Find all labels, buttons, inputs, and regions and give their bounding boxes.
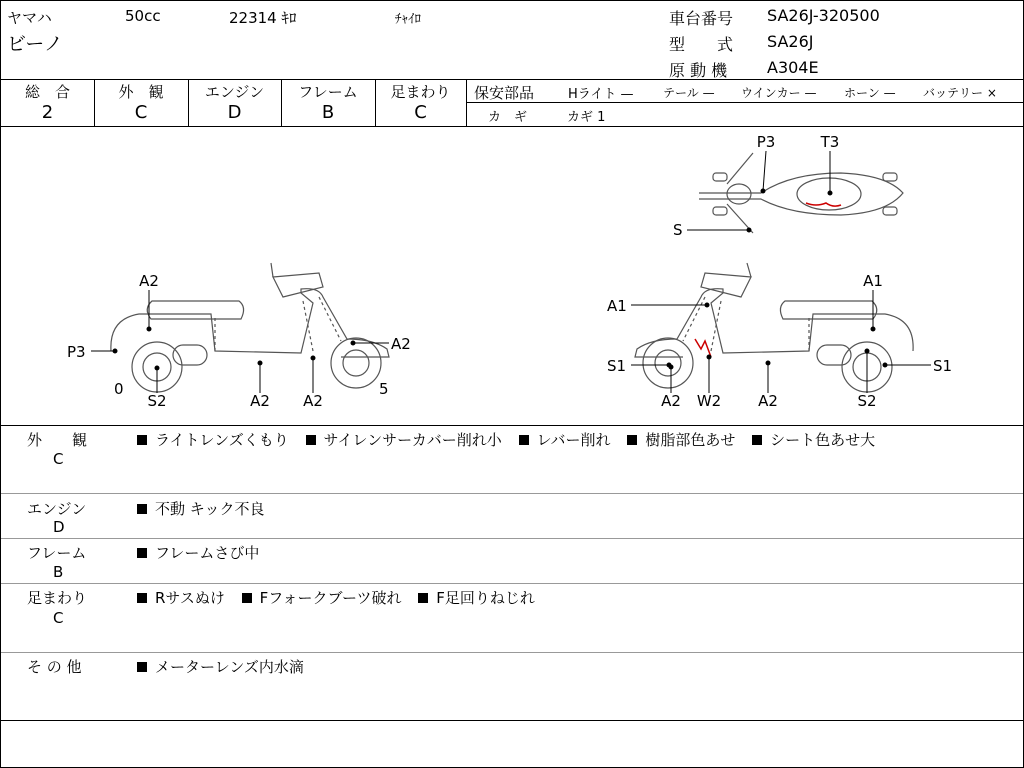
note-frame-title: フレーム [27, 544, 87, 562]
label-right-a1-front: A1 [607, 297, 627, 315]
note-exterior-items [137, 429, 887, 450]
label-left-a2-lower: A2 [303, 392, 323, 410]
note-exterior-item: サイレンサーカバー削れ小 [323, 431, 502, 449]
note-suspension-item: F足回りねじれ [436, 589, 535, 607]
note-exterior-item: 樹脂部色あせ [645, 431, 736, 449]
grade-overall: 2 [41, 102, 54, 123]
chassis-value: SA26J-320500 [767, 6, 880, 25]
note-other-title: そ の 他 [27, 658, 82, 676]
grade-frame: B [321, 102, 335, 123]
grade-engine: D [227, 102, 242, 123]
damage-diagram [1, 127, 1023, 425]
note-engine-items [137, 498, 276, 519]
type-value: SA26J [767, 32, 814, 51]
note-frame-items [137, 542, 271, 563]
note-suspension-grade: C [53, 609, 64, 627]
note-engine-item: 不動 キック不良 [155, 500, 265, 518]
scooter-top-view [699, 153, 903, 233]
label-left-a2-seat: A2 [139, 272, 159, 290]
grade-exterior-label: 外 観 [118, 83, 164, 101]
chassis-label: 車台番号 [669, 9, 734, 28]
grade-frame-label: フレーム [298, 83, 358, 101]
label-top-s: S [673, 221, 683, 239]
note-frame-grade: B [53, 563, 64, 581]
note-engine-title: エンジン [27, 500, 87, 518]
label-left-0: 0 [114, 380, 124, 398]
grade-suspension-label: 足まわり [390, 83, 451, 101]
grade-suspension: C [414, 102, 427, 123]
label-top-p3: P3 [756, 133, 776, 151]
label-right-a2-wheel: A2 [661, 392, 681, 410]
note-exterior-item: ライトレンズくもり [155, 431, 289, 449]
grade-overall-label: 総 合 [24, 83, 70, 101]
label-right-a1-rear: A1 [863, 272, 883, 290]
safety-tail: テール — [663, 86, 715, 100]
type-label: 型 式 [669, 35, 734, 54]
note-exterior-item: シート色あせ大 [770, 431, 876, 449]
safety-horn: ホーン — [844, 86, 896, 100]
label-left-s2: S2 [147, 392, 167, 410]
note-other-item: メーターレンズ内水滴 [155, 658, 304, 676]
label-right-a2-floor: A2 [758, 392, 778, 410]
safety-headlight: Hライト — [568, 87, 634, 102]
label-left-a2-front: A2 [391, 335, 411, 353]
label-left-a2-floor: A2 [250, 392, 270, 410]
note-suspension-item: Fフォークブーツ破れ [259, 589, 402, 607]
label-left-5: 5 [379, 380, 389, 398]
note-exterior-grade: C [53, 450, 64, 468]
note-exterior-title: 外 観 [27, 431, 88, 449]
note-other-items [137, 656, 316, 677]
maker: ヤマハ [7, 9, 52, 27]
label-right-w2: W2 [696, 392, 722, 410]
label-right-s1-rear: S1 [933, 357, 953, 375]
grade-exterior: C [134, 102, 148, 123]
note-frame-item: フレームさび中 [155, 544, 260, 562]
label-right-s2: S2 [857, 392, 877, 410]
note-exterior-item: レバー削れ [536, 431, 611, 449]
grade-engine-label: エンジン [204, 83, 265, 101]
key-value: カギ 1 [567, 110, 606, 125]
label-top-t3: T3 [820, 133, 840, 151]
note-suspension-items [137, 587, 547, 608]
color: ﾁｬｲﾛ [395, 12, 421, 27]
safety-winker: ウインカー — [741, 86, 817, 100]
note-suspension-item: Rサスぬけ [155, 589, 225, 607]
key-label: カ ギ [488, 110, 528, 125]
note-engine-grade: D [53, 518, 65, 536]
safety-label: 保安部品 [474, 84, 535, 102]
engine-model-value: A304E [767, 58, 819, 77]
model-name: ビーノ [7, 33, 63, 55]
label-left-p3: P3 [67, 343, 86, 361]
note-suspension-title: 足まわり [27, 589, 88, 607]
label-right-s1-front: S1 [607, 357, 627, 375]
engine-model-label: 原 動 機 [669, 61, 728, 80]
displacement: 50cc [125, 7, 161, 25]
mileage: 22314 ｷﾛ [229, 9, 297, 27]
safety-battery: バッテリー × [923, 86, 997, 100]
